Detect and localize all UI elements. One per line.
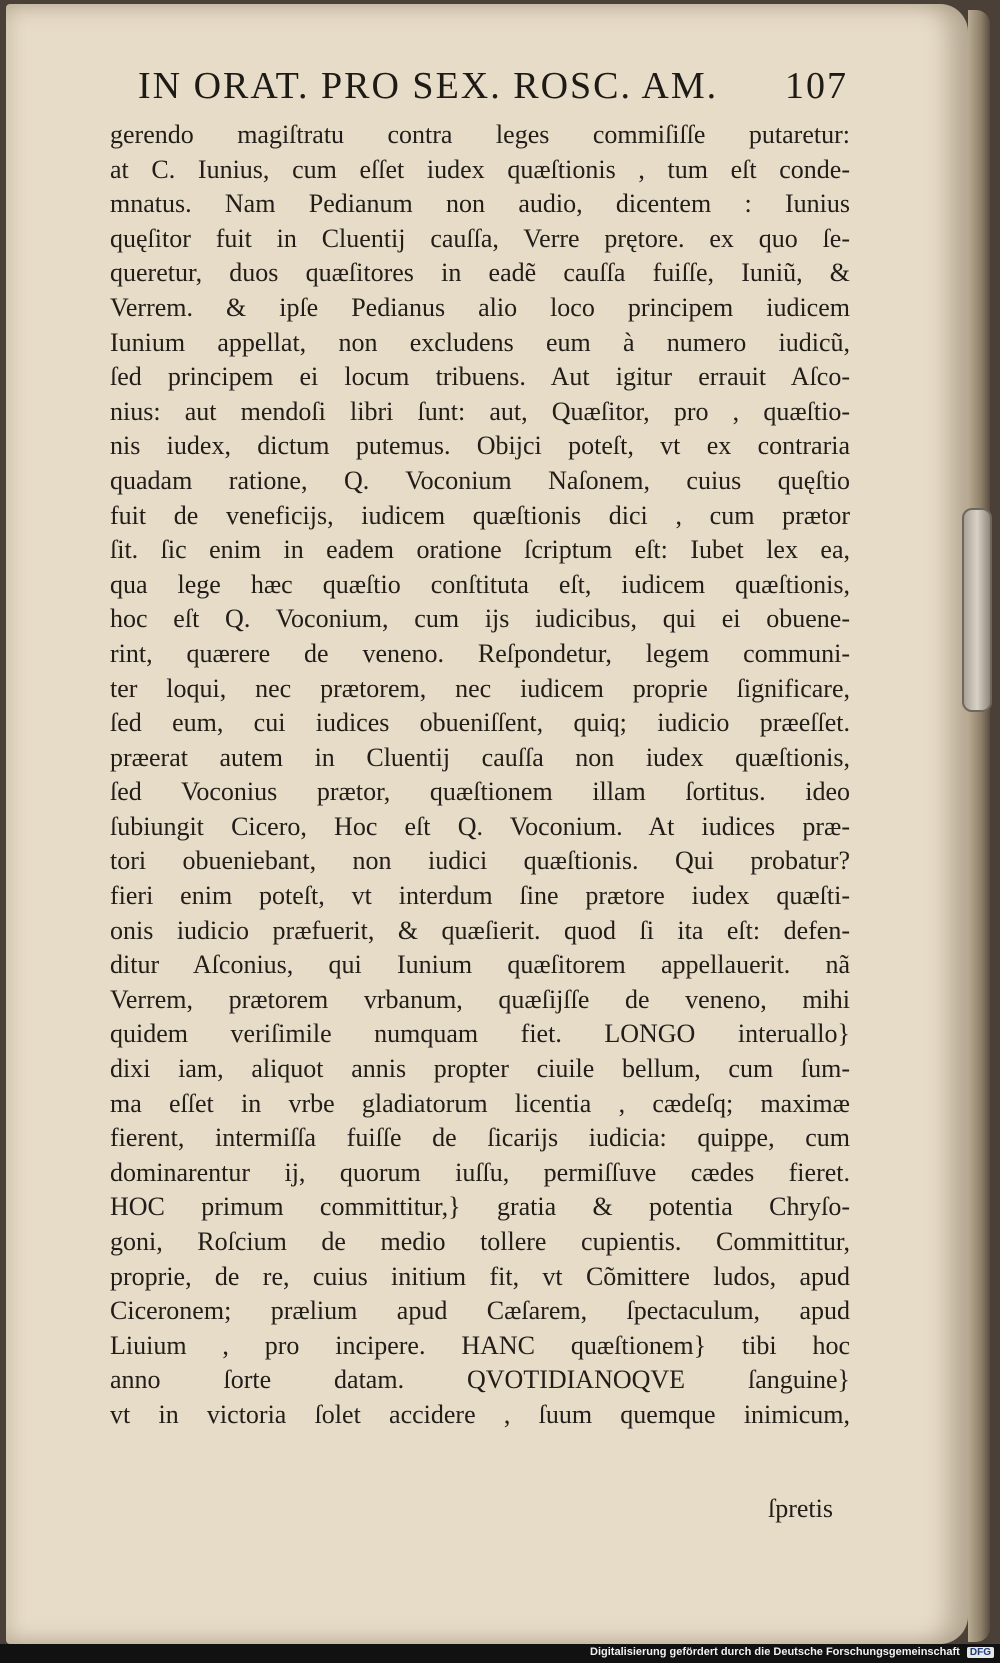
text-line: ter loqui, nec prætorem, nec iudicem proprie ſignificare, — [110, 673, 850, 703]
text-line: Ciceronem; prælium apud Cæſarem, ſpectaculum, apud — [110, 1296, 850, 1326]
dfg-logo-icon: DFG — [967, 1647, 994, 1658]
text-line: queretur, duos quæſitores in eadẽ cauſſa fuiſſe, Iuniũ, & — [110, 258, 850, 288]
text-line: Liuium , pro incipere. HANC quæſtionem} tibi hoc — [110, 1330, 850, 1360]
text-line: mnatus. Nam Pedianum non audio, dicentem : Iunius — [110, 189, 850, 219]
text-line: tori obueniebant, non iudici quæſtionis. Qui probatur? — [110, 846, 850, 876]
text-line: fieri enim poteſt, vt interdum ſine prætore iudex quæſti- — [110, 881, 850, 911]
catchword: ſpretis — [768, 1494, 833, 1523]
running-title: IN ORAT. PRO SEX. ROSC. AM. — [138, 65, 719, 107]
text-line: HOC primum committitur,} gratia & potentia Chryſo- — [110, 1192, 850, 1222]
text-line: nis iudex, dictum putemus. Obijci poteſt, vt ex contraria — [110, 431, 850, 461]
text-line: præerat autem in Cluentij cauſſa non iudex quæſtionis, — [110, 742, 850, 772]
text-line: fierent, intermiſſa fuiſſe de ſicarijs iudicia: quippe, cum — [110, 1123, 850, 1153]
text-body — [110, 118, 850, 1433]
footer-credit-area — [590, 1646, 994, 1658]
text-line: ſed principem ei locum tribuens. Aut igitur errauit Aſco- — [110, 362, 850, 392]
page-number: 107 — [785, 65, 848, 107]
text-line: vt in victoria ſolet accidere , ſuum quemque inimicum, — [110, 1399, 850, 1429]
text-line: at C. Iunius, cum eſſet iudex quæſtionis , tum eſt conde- — [110, 154, 850, 184]
text-line: dixi iam, aliquot annis propter ciuile bellum, cum ſum- — [110, 1054, 850, 1084]
text-line: goni, Roſcium de medio tollere cupientis. Committitur, — [110, 1227, 850, 1256]
text-line: proprie, de re, cuius initium fit, vt Cõmittere ludos, apud — [110, 1261, 850, 1291]
text-line: gerendo magiſtratu contra leges commiſiſſe putaretur: — [110, 120, 850, 149]
text-line: anno ſorte datam. QVOTIDIANOQVE ſanguine} — [110, 1365, 850, 1395]
text-line: quadam ratione, Q. Voconium Naſonem, cuius quęſtio — [110, 465, 850, 495]
page-edge — [968, 10, 990, 1642]
text-line: quęſitor fuit in Cluentij cauſſa, Verre prętore. ex quo ſe- — [110, 223, 850, 253]
text-line: qua lege hæc quæſtio conſtituta eſt, iudicem quæſtionis, — [110, 569, 850, 599]
text-line: ſubiungit Cicero, Hoc eſt Q. Voconium. At iudices præ- — [110, 811, 850, 841]
text-line: quidem veriſimile numquam fiet. LONGO interuallo} — [110, 1019, 850, 1049]
text-line: fuit de veneficijs, iudicem quæſtionis dici , cum prætor — [110, 500, 850, 530]
text-line: Verrem. & ipſe Pedianus alio loco principem iudicem — [110, 292, 850, 322]
text-line: dominarentur ij, quorum iuſſu, permiſſuve cædes fieret. — [110, 1157, 850, 1187]
footer-credit: Digitalisierung gefördert durch die Deutsche Forschungsgemeinschaft — [590, 1646, 960, 1658]
text-line: Verrem, prætorem vrbanum, quæſijſſe de veneno, mihi — [110, 984, 850, 1014]
text-line: onis iudicio præfuerit, & quæſierit. quod ſi ita eſt: defen- — [110, 915, 850, 945]
text-line: hoc eſt Q. Voconium, cum ijs iudicibus, qui ei obuene- — [110, 604, 850, 634]
text-line: ſit. ſic enim in eadem oratione ſcriptum eſt: Iubet lex ea, — [110, 535, 850, 565]
text-line: rint, quærere de veneno. Reſpondetur, legem communi- — [110, 638, 850, 668]
text-line: ma eſſet in vrbe gladiatorum licentia , cædeſq; maximæ — [110, 1088, 850, 1118]
text-line: ditur Aſconius, qui Iunium quæſitorem appellauerit. nã — [110, 950, 850, 980]
book-clasp — [962, 508, 992, 712]
text-line: Iunium appellat, non excludens eum à numero iudicũ, — [110, 327, 850, 357]
running-head — [138, 64, 848, 108]
text-line: ſed Voconius prætor, quæſtionem illam ſortitus. ideo — [110, 777, 850, 807]
text-line: nius: aut mendoſi libri ſunt: aut, Quæſitor, pro , quæſtio- — [110, 396, 850, 426]
text-line: ſed eum, cui iudices obueniſſent, quiq; iudicio præeſſet. — [110, 708, 850, 738]
